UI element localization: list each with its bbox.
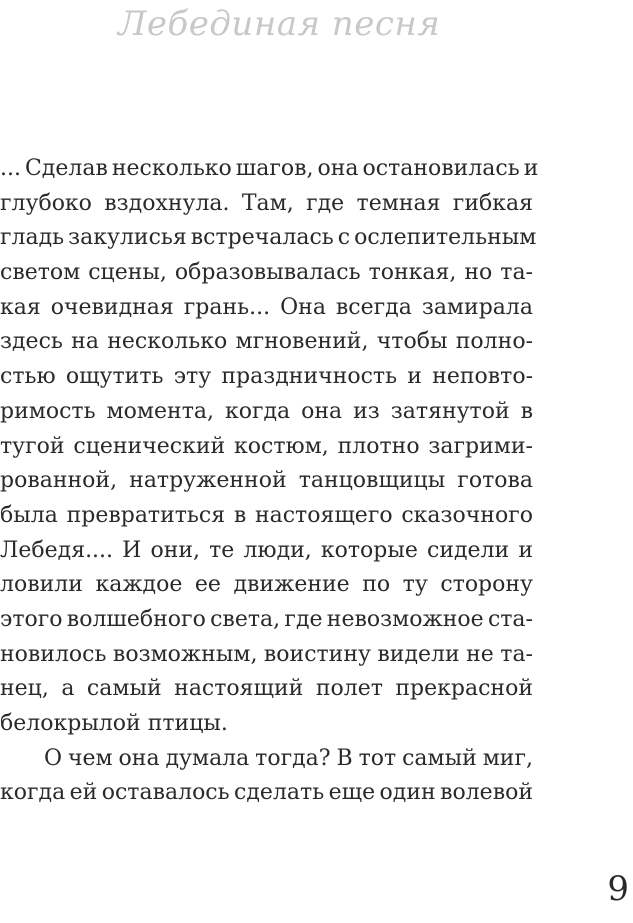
text-line: была превратиться в настоящего сказочного (0, 502, 533, 528)
text-line: ... Сделав несколько шагов, она остановилась и (0, 156, 539, 181)
text-line: римость момента, когда она из затянутой в (0, 398, 533, 424)
text-line: новилось возможным, воистину видели не та- (0, 641, 533, 667)
text-line: светом сцены, образовывалась тонкая, но та- (0, 260, 533, 286)
running-header: Лебединая песня (118, 4, 441, 44)
text-line: здесь на несколько мгновений, чтобы полно- (0, 329, 533, 355)
text-line: кая очевидная грань... Она всегда замирала (0, 294, 533, 320)
text-line: белокрылой птицы. (0, 711, 228, 736)
text-line: ловили каждое ее движение по ту сторону (0, 572, 533, 598)
text-line: нец, а самый настоящий полет прекрасной (0, 676, 533, 702)
body-text (0, 152, 539, 811)
text-line: этого волшебного света, где невозможное ста- (0, 606, 533, 632)
text-line: гладь закулисья встречалась с ослепительным (0, 225, 537, 251)
text-line: рованной, натруженной танцовщицы готова (0, 468, 533, 494)
text-line: когда ей оставалось сделать еще один волевой (0, 780, 533, 806)
paragraph-first-line: О чем она думала тогда? В тот самый миг, (44, 745, 533, 771)
text-line: глубоко вздохнула. Там, где темная гибкая (0, 190, 533, 216)
text-line: стью ощутить эту праздничность и неповто- (0, 364, 533, 390)
text-line: Лебедя.... И они, те люди, которые сидели и (0, 537, 533, 563)
page-number: 9 (607, 869, 629, 909)
text-line: тугой сценический костюм, плотно загрими- (0, 433, 533, 459)
